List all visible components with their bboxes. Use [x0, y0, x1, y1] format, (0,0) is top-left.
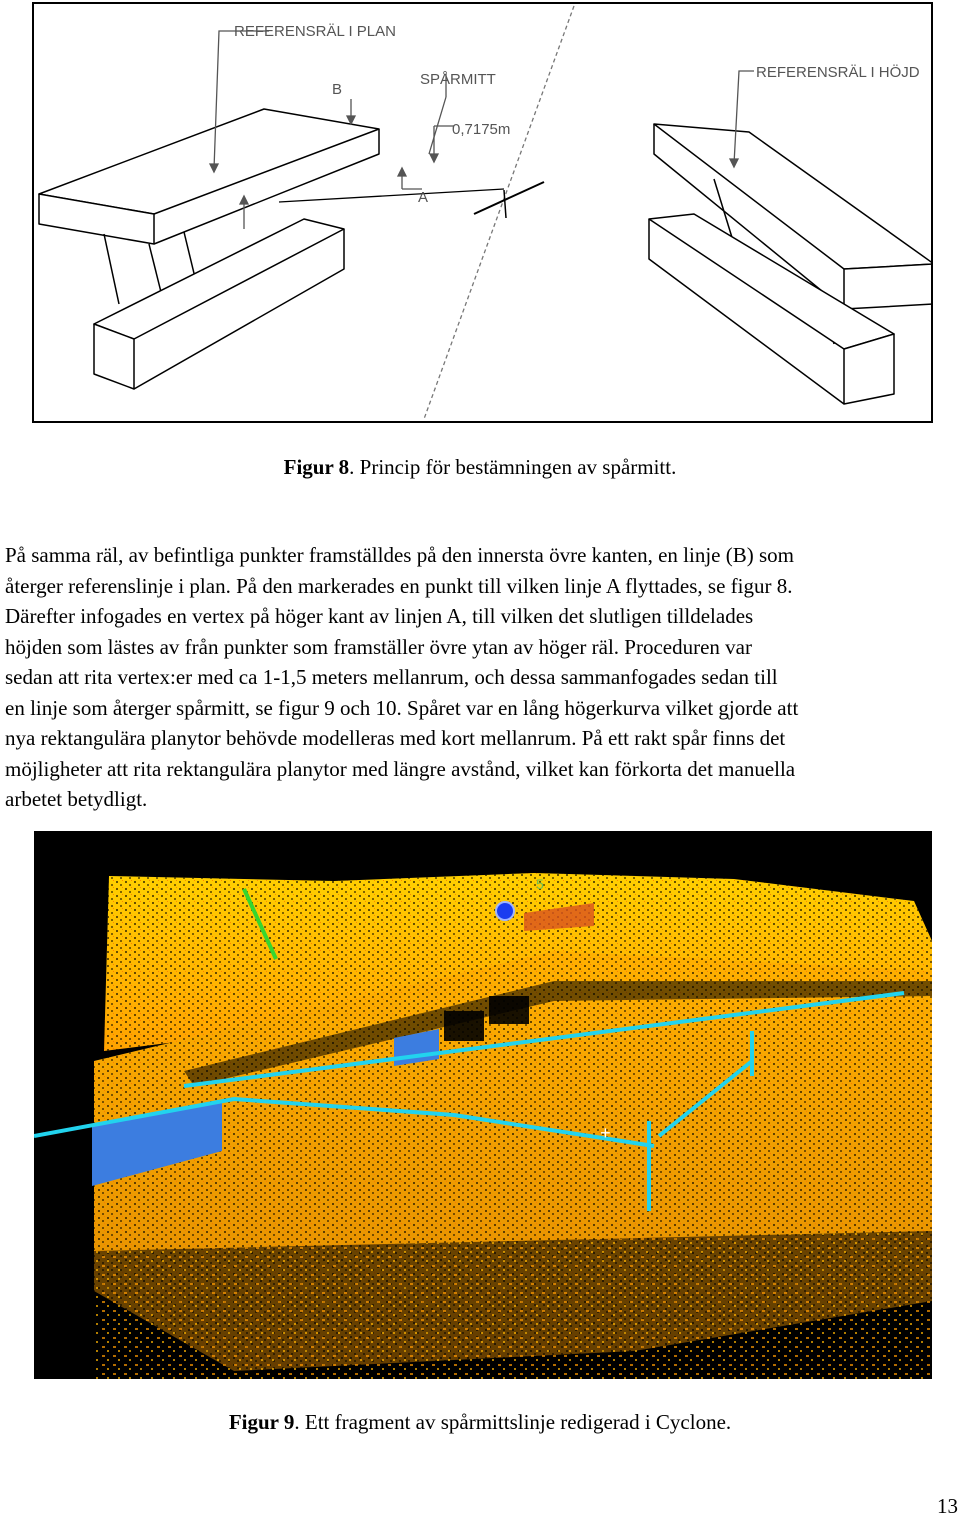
page-number: 13	[937, 1494, 958, 1518]
figure-8-drawing	[32, 2, 933, 423]
body-line: arbetet betydligt.	[5, 787, 148, 811]
label-sparmitt: SPÅRMITT	[420, 71, 496, 88]
figure-9-caption	[0, 1409, 960, 1435]
body-line: Därefter infogades en vertex på höger kant av linjen A, till vilken det slutligen tilldelades	[5, 604, 754, 628]
body-line: På samma räl, av befintliga punkter framställdes på den innersta övre kanten, en linje (B) som	[5, 543, 795, 567]
figure-9-point-cloud	[34, 831, 932, 1379]
body-paragraph	[5, 540, 960, 815]
body-line: en linje som återger spårmitt, se figur 9 och 10. Spåret var en lång högerkurva vilket gjorde att	[5, 695, 799, 720]
body-line: sedan att rita vertex:er med ca 1-1,5 meters mellanrum, och dessa sammanfogades sedan till	[5, 665, 778, 689]
label-a: A	[418, 189, 429, 206]
cursor-crosshair: +	[600, 1125, 611, 1145]
body-line: nya rektangulära planytor behövde modelleras med kort mellanrum. På ett rakt spår finns det	[5, 726, 786, 750]
marker-label: 5	[536, 876, 544, 892]
figure-8-caption-text: . Princip för bestämningen av spårmitt.	[349, 455, 677, 479]
figure-9-caption-label: Figur 9	[228, 1410, 295, 1434]
label-referensral-i-hojd: REFERENSRÄL I HÖJD	[756, 64, 920, 81]
body-line: återger referenslinje i plan. På den markerades en punkt till vilken linje A flyttades, se figur 8.	[5, 573, 793, 598]
body-line: höjden som lästes av från punkter som framställer övre ytan av höger räl. Proceduren var	[5, 634, 752, 659]
label-distance: 0,7175m	[452, 121, 511, 138]
label-referensral-i-plan: REFERENSRÄL I PLAN	[234, 23, 396, 40]
figure-8-caption-label: Figur 8	[283, 455, 350, 479]
figure-8-caption	[0, 454, 960, 480]
figure-9-caption-text: . Ett fragment av spårmittslinje redigerad i Cyclone.	[294, 1410, 732, 1434]
body-line: möjligheter att rita rektangulära planytor med längre avstånd, vilket kan förkorta det manuella	[5, 756, 796, 781]
sphere-marker[interactable]	[496, 902, 514, 920]
label-b: B	[332, 81, 343, 98]
point-cloud-view	[34, 831, 932, 1379]
rail-profile-diagram	[34, 4, 931, 421]
